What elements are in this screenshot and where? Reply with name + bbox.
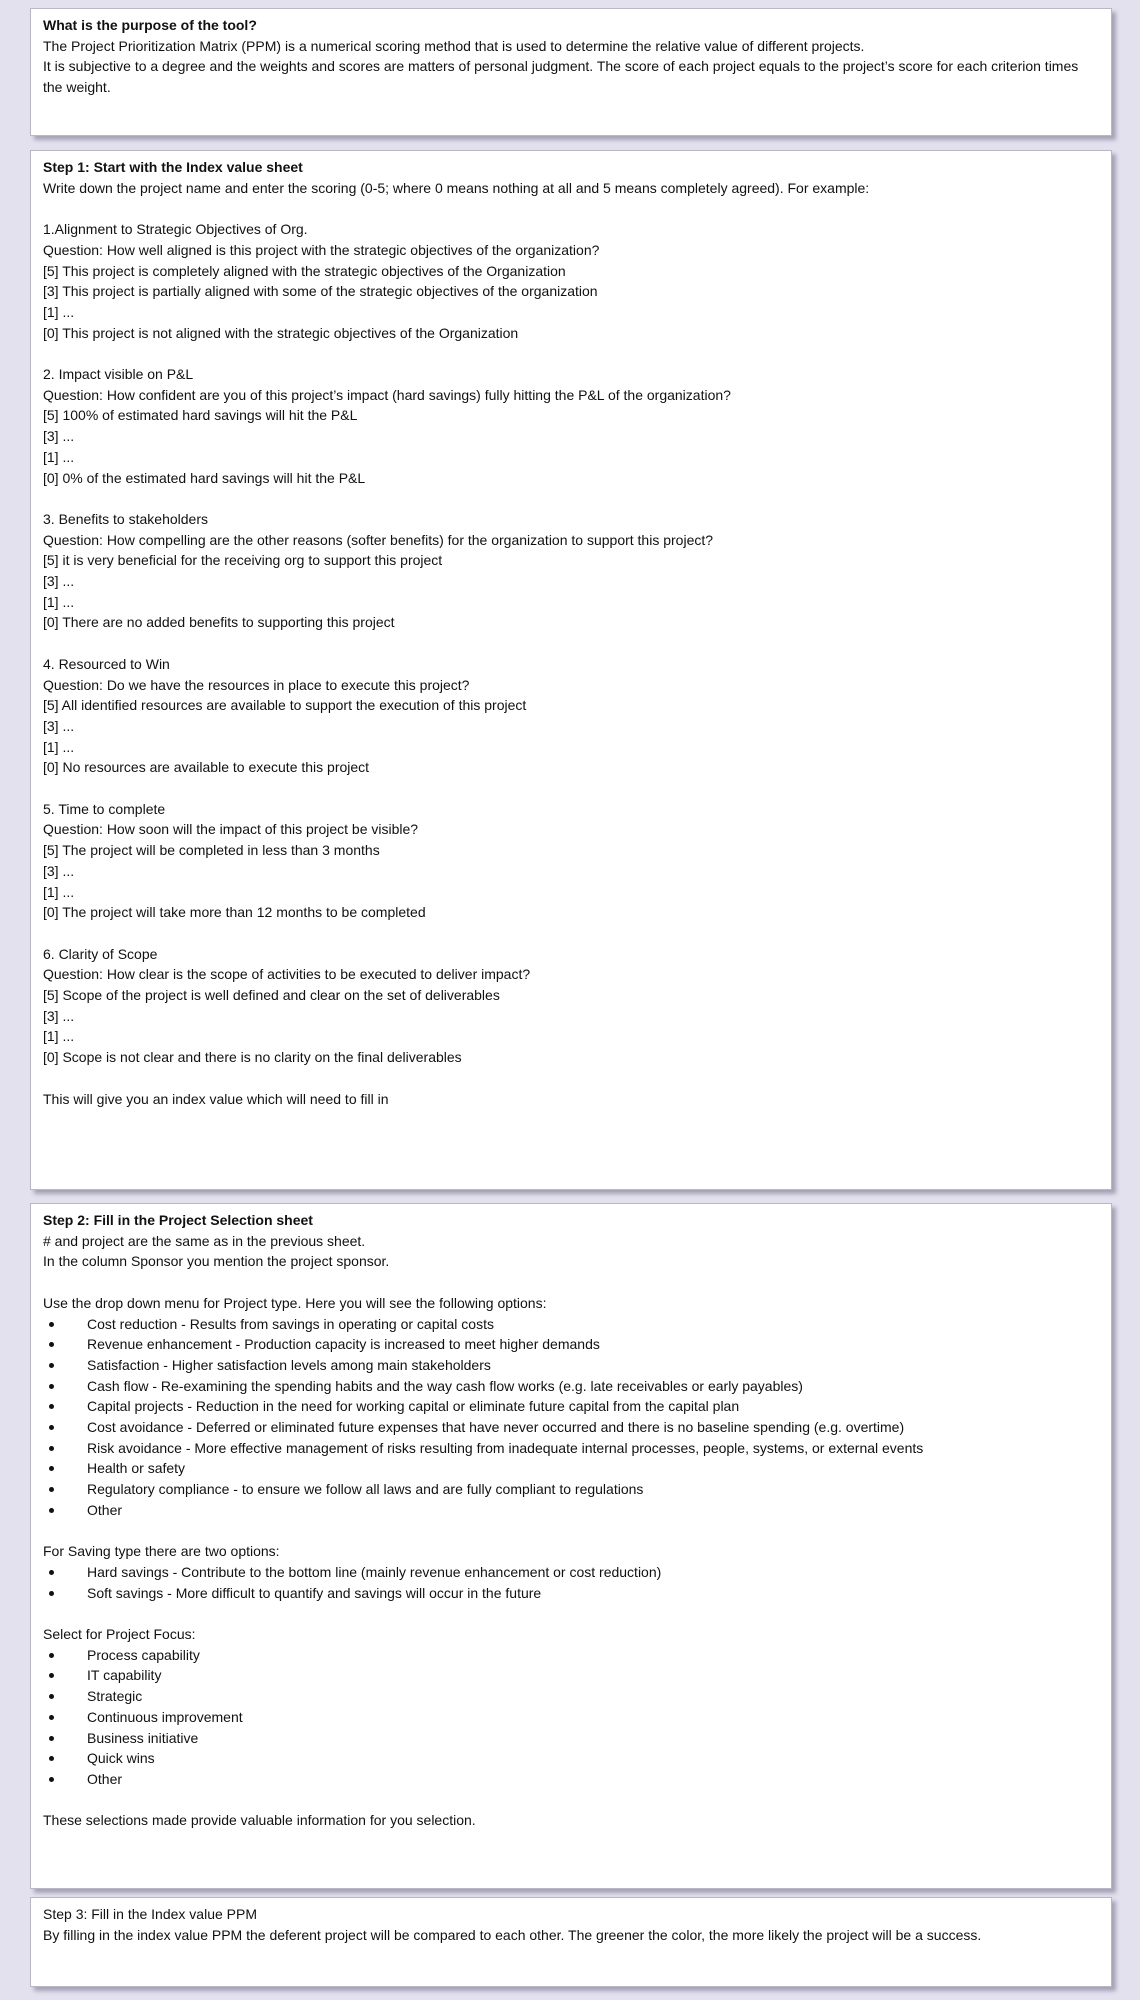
step1-panel: [30, 150, 1112, 1190]
step3-panel: [30, 1897, 1112, 1987]
step1-title: Step 1: Start with the Index value sheet: [43, 159, 303, 175]
criterion-question: Question: How soon will the impact of this project be visible?: [43, 821, 419, 838]
list-item: Process capability: [43, 1645, 1099, 1666]
step2-line: # and project are the same as in the previous sheet.: [43, 1232, 366, 1249]
step2-line: In the column Sponsor you mention the project sponsor.: [43, 1253, 390, 1270]
score-0: [0] No resources are available to execute this project: [43, 759, 370, 776]
criterion-block: [43, 219, 1099, 343]
score-1: [1] ...: [43, 883, 75, 900]
criterion-name: 4. Resourced to Win: [43, 655, 170, 672]
criterion-block: [43, 509, 1099, 633]
list-item: Strategic: [43, 1686, 1099, 1707]
criterion-name: 1.Alignment to Strategic Objectives of Org.: [43, 221, 308, 238]
criterion-block: [43, 654, 1099, 778]
criterion-block: [43, 364, 1099, 488]
list-item: Cash flow - Re-examining the spending habits and the way cash flow works (e.g. late receivables or early payables): [43, 1376, 1099, 1397]
step1-closing: This will give you an index value which will need to fill in: [43, 1090, 389, 1107]
project-type-list: [43, 1314, 1099, 1521]
score-3: [3] This project is partially aligned with some of the strategic objectives of the organization: [43, 283, 598, 300]
criterion-name: 6. Clarity of Scope: [43, 945, 158, 962]
purpose-title: What is the purpose of the tool?: [43, 17, 257, 33]
list-item: Capital projects - Reduction in the need for working capital or eliminate future capital from the capital plan: [43, 1396, 1099, 1417]
list-item: Soft savings - More difficult to quantify and savings will occur in the future: [43, 1583, 1099, 1604]
list-item: Satisfaction - Higher satisfaction levels among main stakeholders: [43, 1355, 1099, 1376]
score-3: [3] ...: [43, 862, 75, 879]
score-3: [3] ...: [43, 428, 75, 445]
criterion-block: [43, 799, 1099, 923]
list-item: Regulatory compliance - to ensure we follow all laws and are fully compliant to regulations: [43, 1479, 1099, 1500]
criterion-question: Question: How confident are you of this project’s impact (hard savings) fully hitting the P&L of the organization?: [43, 386, 731, 403]
list-item: Business initiative: [43, 1728, 1099, 1749]
list-item: Other: [43, 1500, 1099, 1521]
score-0: [0] Scope is not clear and there is no clarity on the final deliverables: [43, 1049, 462, 1066]
criterion-name: 3. Benefits to stakeholders: [43, 510, 208, 527]
score-3: [3] ...: [43, 717, 75, 734]
score-1: [1] ...: [43, 303, 75, 320]
score-3: [3] ...: [43, 1007, 75, 1024]
purpose-panel: [30, 8, 1112, 136]
score-5: [5] This project is completely aligned with the strategic objectives of the Organization: [43, 262, 566, 279]
list-item: Hard savings - Contribute to the bottom line (mainly revenue enhancement or cost reduction): [43, 1562, 1099, 1583]
score-5: [5] Scope of the project is well defined and clear on the set of deliverables: [43, 987, 500, 1004]
score-1: [1] ...: [43, 1028, 75, 1045]
list-item: Risk avoidance - More effective management of risks resulting from inadequate internal processes, people, systems, or external events: [43, 1438, 1099, 1459]
list-item: Cost reduction - Results from savings in operating or capital costs: [43, 1314, 1099, 1335]
score-5: [5] 100% of estimated hard savings will hit the P&L: [43, 407, 358, 424]
score-3: [3] ...: [43, 573, 75, 590]
purpose-line: It is subjective to a degree and the weights and scores are matters of personal judgment. The score of each project equals to the project’s score for each criterion times the weight.: [43, 58, 1079, 95]
score-1: [1] ...: [43, 738, 75, 755]
criterion-question: Question: Do we have the resources in place to execute this project?: [43, 676, 470, 693]
step2-closing: These selections made provide valuable information for you selection.: [43, 1812, 476, 1829]
score-5: [5] All identified resources are available to support the execution of this project: [43, 697, 527, 714]
list-item: Revenue enhancement - Production capacity is increased to meet higher demands: [43, 1334, 1099, 1355]
criterion-question: Question: How well aligned is this project with the strategic objectives of the organization?: [43, 241, 600, 258]
score-0: [0] This project is not aligned with the strategic objectives of the Organization: [43, 324, 519, 341]
score-0: [0] 0% of the estimated hard savings will hit the P&L: [43, 469, 366, 486]
list-item: Other: [43, 1769, 1099, 1790]
score-0: [0] The project will take more than 12 months to be completed: [43, 904, 426, 921]
purpose-line: The Project Prioritization Matrix (PPM) is a numerical scoring method that is used to determine the relative value of different projects.: [43, 37, 865, 54]
focus-intro: Select for Project Focus:: [43, 1626, 196, 1643]
focus-list: [43, 1645, 1099, 1790]
list-item: Health or safety: [43, 1458, 1099, 1479]
list-item: Quick wins: [43, 1748, 1099, 1769]
step3-title: Step 3: Fill in the Index value PPM: [43, 1906, 257, 1922]
list-item: Continuous improvement: [43, 1707, 1099, 1728]
list-item: IT capability: [43, 1665, 1099, 1686]
step1-intro: Write down the project name and enter the scoring (0-5; where 0 means nothing at all and 5 means completely agreed). For example:: [43, 179, 870, 196]
score-5: [5] it is very beneficial for the receiving org to support this project: [43, 552, 443, 569]
project-type-intro: Use the drop down menu for Project type. Here you will see the following options:: [43, 1294, 547, 1311]
criterion-name: 5. Time to complete: [43, 800, 166, 817]
saving-type-intro: For Saving type there are two options:: [43, 1543, 280, 1560]
criterion-question: Question: How compelling are the other reasons (softer benefits) for the organization to support this project?: [43, 531, 714, 548]
step3-text: By filling in the index value PPM the deferent project will be compared to each other. The greener the color, the more likely the project will be a success.: [43, 1926, 982, 1943]
saving-type-list: [43, 1562, 1099, 1603]
score-0: [0] There are no added benefits to supporting this project: [43, 614, 395, 631]
score-1: [1] ...: [43, 593, 75, 610]
list-item: Cost avoidance - Deferred or eliminated future expenses that have never occurred and there is no baseline spending (e.g. overtime): [43, 1417, 1099, 1438]
step2-panel: [30, 1203, 1112, 1889]
score-1: [1] ...: [43, 448, 75, 465]
score-5: [5] The project will be completed in less than 3 months: [43, 842, 380, 859]
criterion-question: Question: How clear is the scope of activities to be executed to deliver impact?: [43, 966, 531, 983]
criterion-block: [43, 944, 1099, 1068]
criterion-name: 2. Impact visible on P&L: [43, 366, 194, 382]
step2-title: Step 2: Fill in the Project Selection sheet: [43, 1212, 313, 1228]
